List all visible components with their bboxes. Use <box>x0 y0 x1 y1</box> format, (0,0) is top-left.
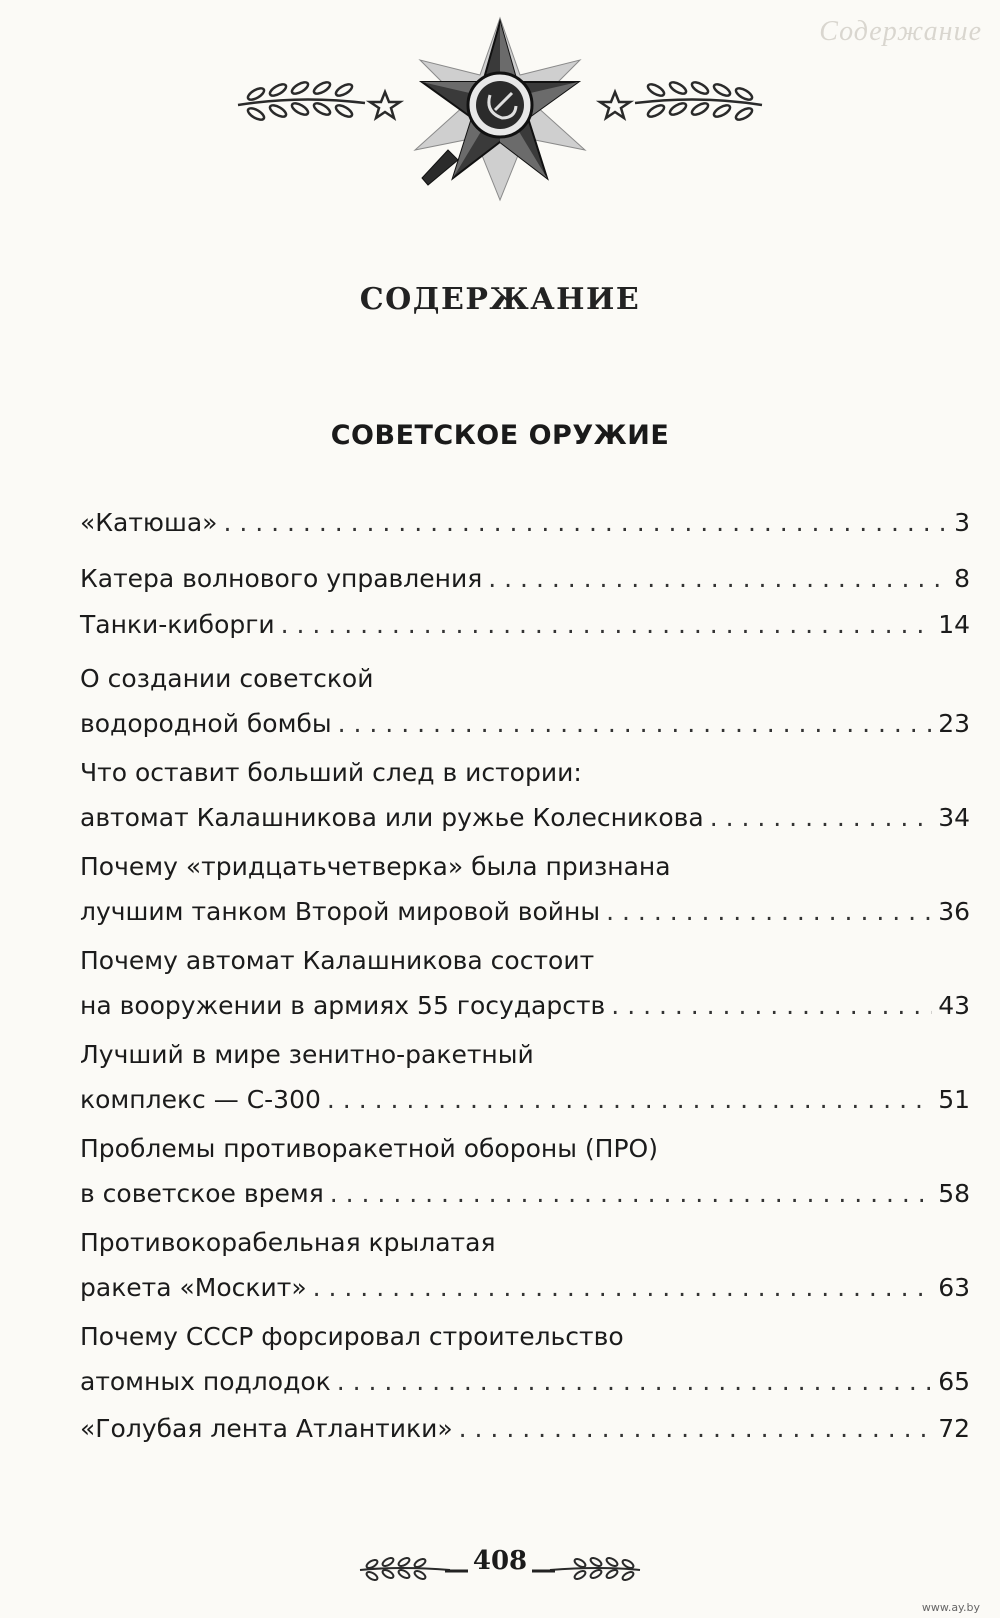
toc-entry-row <box>80 602 970 647</box>
section-title: СОВЕТСКОЕ ОРУЖИЕ <box>330 420 670 451</box>
toc-entry-row <box>80 1265 970 1310</box>
toc-entry-title-line: Катера волнового управления <box>80 564 483 593</box>
toc-entry-title-line: Что оставит больший след в истории: <box>80 758 582 787</box>
dot-leader <box>338 701 933 746</box>
toc-entry-title-line: атомных подлодок <box>80 1367 331 1396</box>
toc-entry-row <box>80 1171 970 1216</box>
toc-page-number: 51 <box>938 1085 970 1114</box>
dot-leader <box>281 602 933 647</box>
toc-page-number: 14 <box>938 610 970 639</box>
laurel-branch-icon <box>238 80 365 122</box>
dot-leader <box>313 1265 933 1310</box>
toc-page-number: 36 <box>938 897 970 926</box>
toc-page-number: 8 <box>954 564 970 593</box>
toc-entry-title-line: на вооружении в армиях 55 государств <box>80 991 606 1020</box>
toc-entry-row <box>80 556 970 601</box>
toc-entry <box>80 1032 970 1122</box>
toc-entry <box>80 656 970 746</box>
toc-entry-row <box>80 500 970 545</box>
toc-entry-row <box>80 983 970 1028</box>
toc-entry-title-line: водородной бомбы <box>80 709 332 738</box>
ghost-header-text: Содержание <box>819 16 982 47</box>
dot-leader <box>337 1359 932 1404</box>
page-number: 408 <box>472 1546 528 1576</box>
toc-entry-title-line: «Катюша» <box>80 508 218 537</box>
toc-entry-row <box>80 701 970 746</box>
toc-entry-title-line: Проблемы противоракетной обороны (ПРО) <box>80 1134 658 1163</box>
toc-entry-row <box>80 889 970 934</box>
toc-page-number: 63 <box>938 1273 970 1302</box>
toc-entry-title-line: Лучший в мире зенитно-ракетный <box>80 1040 534 1069</box>
toc-page-number: 43 <box>938 991 970 1020</box>
dot-leader <box>710 795 932 840</box>
toc-entry-title-line: О создании советской <box>80 664 374 693</box>
toc-entry <box>80 1126 970 1216</box>
toc-page-number: 58 <box>938 1179 970 1208</box>
toc-entry <box>80 1314 970 1404</box>
toc-entry <box>80 602 970 647</box>
toc-page-number: 65 <box>938 1367 970 1396</box>
header-ornament <box>0 0 1000 230</box>
order-star-emblem-icon <box>415 18 585 200</box>
dot-leader <box>606 889 932 934</box>
toc-entry-title-line: в советское время <box>80 1179 324 1208</box>
watermark: www.ay.by <box>921 1601 980 1614</box>
toc-entry <box>80 556 970 601</box>
toc-page-number: 3 <box>954 508 970 537</box>
toc-page-number: 23 <box>938 709 970 738</box>
toc-entry-title-line: Почему автомат Калашникова состоит <box>80 946 595 975</box>
toc-page-number: 72 <box>938 1414 970 1443</box>
toc-entry-title-line: Почему СССР форсировал строительство <box>80 1322 624 1351</box>
toc-entry-title-line: Почему «тридцатьчетверка» была признана <box>80 852 671 881</box>
toc-entry <box>80 844 970 934</box>
toc-entry-title-line: комплекс — С-300 <box>80 1085 321 1114</box>
toc-entry-title-line: Противокорабельная крылатая <box>80 1228 496 1257</box>
dot-leader <box>330 1171 932 1216</box>
toc-entry-title-line: «Голубая лента Атлантики» <box>80 1414 453 1443</box>
toc-entry <box>80 500 970 545</box>
toc-entry-title-line: лучшим танком Второй мировой войны <box>80 897 601 926</box>
toc-entry-row <box>80 1077 970 1122</box>
toc-entry <box>80 750 970 840</box>
toc-entry-row <box>80 1406 970 1451</box>
dot-leader <box>223 500 948 545</box>
dot-leader <box>459 1406 933 1451</box>
toc-entry <box>80 1406 970 1451</box>
page-title: СОДЕРЖАНИЕ <box>359 282 641 317</box>
toc-entry <box>80 1220 970 1310</box>
dot-leader <box>611 983 932 1028</box>
toc-entry-row <box>80 795 970 840</box>
toc-entry-title-line: ракета «Москит» <box>80 1273 307 1302</box>
dot-leader <box>488 556 948 601</box>
toc-entry-title-line: автомат Калашникова или ружье Колесникова <box>80 803 704 832</box>
small-star-icon <box>600 92 630 118</box>
dot-leader <box>327 1077 932 1122</box>
laurel-branch-icon <box>635 80 762 122</box>
small-star-icon <box>370 92 400 118</box>
toc-entry-row <box>80 1359 970 1404</box>
toc-page-number: 34 <box>938 803 970 832</box>
toc-entry-title-line: Танки-киборги <box>80 610 275 639</box>
toc-entry <box>80 938 970 1028</box>
